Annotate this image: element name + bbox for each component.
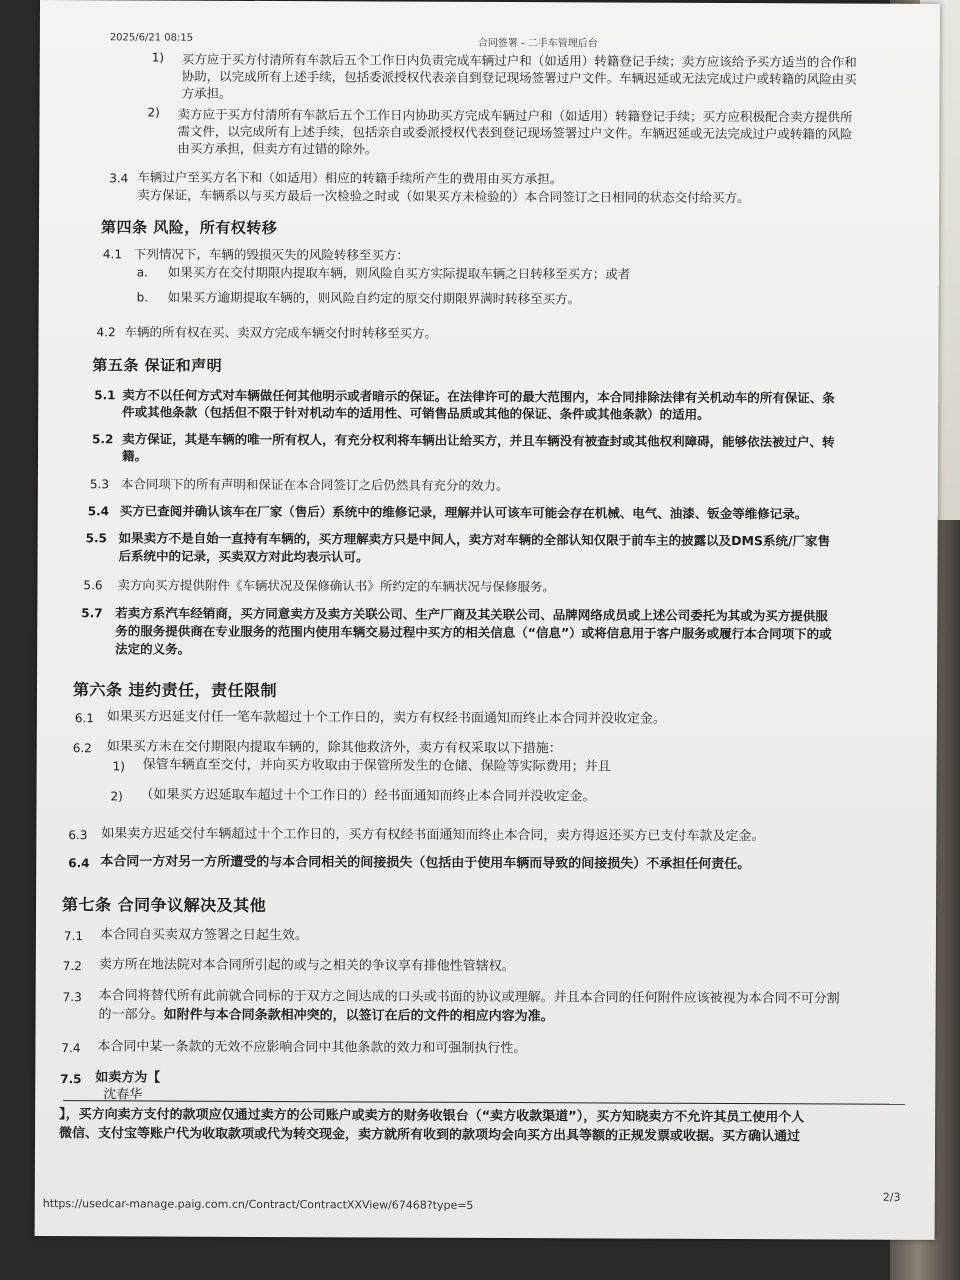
item-letter: a. (136, 265, 149, 280)
clause-text: 本合同中某一条款的无效不应影响合同中其他条款的效力和可强制执行性。 (97, 1039, 527, 1057)
section-heading: 第六条 违约责任，责任限制 (72, 680, 278, 701)
clause-number: 6.3 (68, 828, 88, 843)
clause-line: 协助，以完成所有上述手续，包括委派授权代表亲自到登记现场签署过户文件。车辆迟延或无法完成过户或转籍的风险由买 (181, 68, 857, 87)
clause-line: 如果卖方不是自始一直持有车辆的，买方理解卖方只是中间人，卖方对车辆的全部认知仅限于前车主的披露以及DMS系统/厂家售 (118, 530, 831, 549)
item-number: 2) (147, 105, 160, 120)
clause-text: 如果买方逾期提取车辆的，则风险自约定的原交付期限界满时转移至买方。 (167, 289, 581, 307)
clause-line: 方承担。 (181, 85, 232, 101)
page-url: https://usedcar-manage.paig.com.cn/Contract/ContractXXView/67468?type=5 (42, 1197, 474, 1212)
clause-number: 5.1 (94, 388, 116, 403)
clause-line: 需文件，以完成所有上述手续，包括亲自或委派授权代表到登记现场签署过户文件。车辆迟延或无法完成过户或转籍的风险 (177, 123, 853, 142)
clause-text: 卖方向买方提供附件《车辆状况及保修确认书》所约定的车辆状况与保修服务。 (117, 577, 555, 595)
section-heading: 第五条 保证和声明 (92, 356, 223, 375)
clause-number: 7.2 (62, 959, 82, 974)
print-title: 合同签署 - 二手车管理后台 (477, 37, 598, 50)
clause-line: 务的服务提供商在专业服务的范围内使用车辆交易过程中买方的相关信息（“信息”）或将信息用于客户服务或履行本合同项下的或 (115, 623, 832, 642)
clause-text: 本合同自买卖双方签署之日起生效。 (99, 927, 308, 944)
clause-number: 5.4 (87, 504, 110, 519)
section-heading: 第四条 风险，所有权转移 (100, 218, 278, 238)
clause-line: 卖方应于买方付清所有车款后五个工作日内协助买方完成车辆过户和（如适用）转籍登记手续；买方应积极配合卖方提供所 (177, 106, 853, 125)
clause-number: 5.6 (83, 578, 103, 593)
clause-text: 如卖方为【 (95, 1070, 161, 1086)
clause-line: 后系统中的记录，买卖双方对此均表示认可。 (118, 548, 369, 565)
clause-text: （如果买方迟延取车超过十个工作日的）经书面通知而终止本合同并没收定金。 (140, 787, 596, 805)
clause-line (99, 1006, 554, 1026)
clause-text: 买方已查阅并确认该车在厂家（售后）系统中的维修记录，理解并认可该车可能会存在机械、电气、油漆、钣金等维修记录。 (119, 503, 808, 522)
clause-line: 由买方承担，但卖方有过错的除外。 (177, 140, 378, 157)
clause-text: 车辆的所有权在买、卖双方完成车辆交付时转移至买方。 (124, 324, 438, 341)
clause-line: 微信、支付宝等账户代为收取款项或代为转交现金，卖方就所有收到的款项均会向买方出具等额的正规发票或收据。买方确认通过 (59, 1126, 801, 1145)
clause-line: 车辆过户至买方名下和（如适用）相应的转籍手续所产生的费用由买方承担。 (137, 169, 563, 187)
clause-number: 7.3 (62, 990, 82, 1005)
clause-number: 3.4 (109, 171, 129, 186)
seller-name: 沈春华 (103, 1087, 143, 1103)
clause-text: 如果买方迟延支付任一笔车款超过十个工作日的，卖方有权经书面通知而终止本合同并没收定金。 (106, 709, 666, 727)
clause-number: 6.2 (72, 741, 92, 756)
section-heading: 第七条 合同争议解决及其他 (62, 895, 267, 915)
clause-line: 籍。 (121, 448, 148, 464)
clause-number: 6.1 (74, 711, 94, 726)
print-datetime: 2025/6/21 08:15 (109, 32, 194, 44)
seller-name-underline (63, 1100, 905, 1105)
clause-number: 5.2 (92, 432, 114, 447)
clause-text: 如果卖方迟延交付车辆超过十个工作日的，买方有权经书面通知而终止本合同，卖方得返还买方已支付车款及定金。 (101, 826, 765, 845)
item-number: 1) (112, 759, 126, 774)
clause-number: 4.1 (102, 247, 123, 262)
clause-fragment-bold: 如附件与本合同条款相冲突的，以签订在后的文件的相应内容为准。 (163, 1007, 554, 1025)
clause-number: 5.7 (81, 606, 103, 621)
clause-number: 7.5 (60, 1072, 82, 1087)
item-number: 1) (151, 50, 165, 65)
clause-line: 卖方保证，其是车辆的唯一所有权人，有充分权利将车辆出让给买方，并且车辆没有被查封或其他权利障碍，能够依法被过户、转 (122, 431, 835, 450)
item-number: 2) (110, 789, 123, 804)
clause-line: 买方应于买方付清所有车款后五个工作日内负责完成车辆过户和（如适用）转籍登记手续；卖方应该给予买方适当的合作和 (181, 51, 857, 70)
clause-number: 6.4 (68, 856, 90, 871)
clause-number: 5.5 (85, 531, 107, 546)
clause-line: 本合同将替代所有此前就合同标的于双方之间达成的口头或书面的协议或理解。并且本合同的任何附件应该被视为本合同不可分割 (98, 988, 840, 1007)
clause-number: 7.4 (61, 1041, 81, 1056)
clause-line: 卖方不以任何方式对车辆做任何其他明示或者暗示的保证。在法律许可的最大范围内，本合同排除法律有关机动车的所有保证、条 (122, 387, 835, 406)
clause-line: 】，买方向卖方支付的款项应仅通过卖方的公司账户或卖方的财务收银台（“卖方收款渠道”），买方知晓卖方不允许其员工使用个人 (59, 1107, 805, 1126)
clause-number: 5.3 (89, 477, 110, 492)
clause-text: 本合同项下的所有声明和保证在本合同签订之后仍然具有充分的效力。 (120, 476, 509, 494)
item-letter: b. (136, 290, 149, 305)
clause-number: 7.1 (63, 929, 84, 944)
clause-text: 如果买方未在交付期限内提取车辆的，除其他救济外，卖方有权采取以下措施： (106, 739, 562, 757)
page-number: 2/3 (882, 1190, 901, 1204)
clause-text: 如果买方在交付期限内提取车辆，则风险自买方实际提取车辆之日转移至买方；或者 (167, 264, 631, 282)
clause-text: 保管车辆直至交付，并向买方收取由于保管所发生的仓储、保险等实际费用；并且 (142, 757, 611, 775)
clause-line: 若卖方系汽车经销商，买方同意卖方及卖方关联公司、生产厂商及其关联公司、品牌网络成员或上述公司委托为其或为买方提供服 (115, 605, 828, 624)
clause-line: 件或其他条款（包括但不限于针对机动车的适用性、可销售品质或其他的保证、条件或其他条款）的适用。 (122, 404, 710, 422)
clause-line: 卖方保证，车辆系以与买方最后一次检验之时或（如果买方未检验的）本合同签订之日相同的状态交付给买方。 (137, 187, 750, 206)
clause-text: 卖方所在地法院对本合同所引起的或与之相关的争议享有排他性管辖权。 (98, 957, 515, 975)
clause-text: 下列情况下，车辆的毁损灭失的风险转移至买方： (133, 246, 409, 263)
clause-fragment: 的一部分。 (98, 1007, 164, 1023)
clause-line: 法定的义务。 (115, 641, 191, 657)
contract-page (35, 0, 940, 1240)
clause-number: 4.2 (96, 325, 116, 340)
clause-text: 本合同一方对另一方所遭受的与本合同相关的间接损失（包括由于使用车辆而导致的间接损失）不承担任何责任。 (100, 854, 751, 873)
